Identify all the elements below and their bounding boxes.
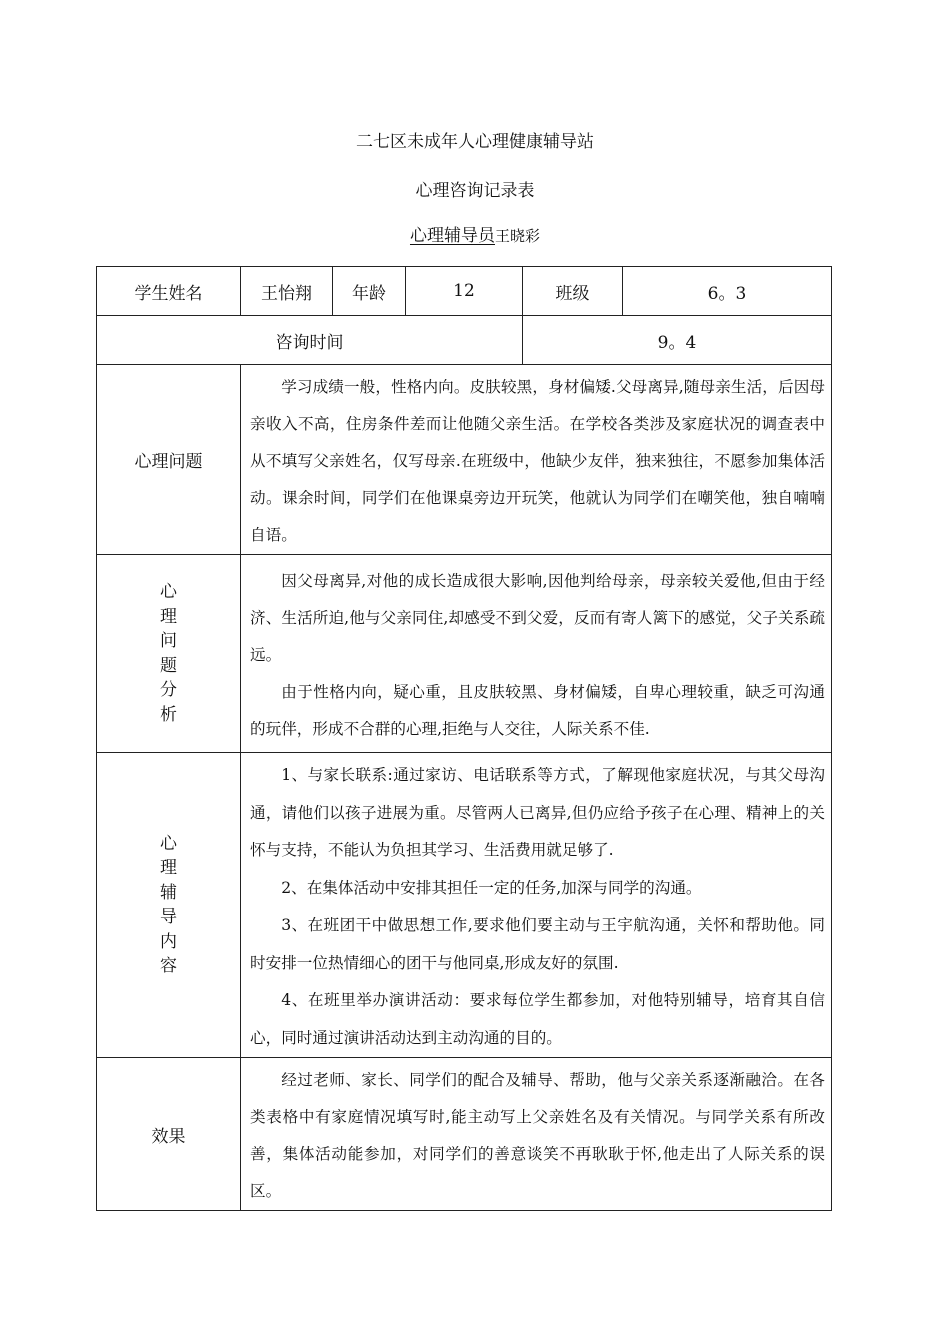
effect-paragraph: 经过老师、家长、同学们的配合及辅导、帮助，他与父亲关系逐渐融洽。在各类表格中有家庭情况填写时,能主动写上父亲姓名及有关情况。与同学关系有所改善，集体活动能参加，对同学们的善意谈笑不再耿耿于怀,他走出了人际关系的误区。 [250, 1071, 825, 1200]
plan-label [97, 753, 241, 1058]
analysis-label-char: 析 [160, 704, 177, 725]
plan-paragraph: 1、与家长联系:通过家访、电话联系等方式，了解现他家庭状况，与其父母沟通，请他们以孩子进展为重。尽管两人已离异,但仍应给予孩子在心理、精神上的关怀与支持，不能认为负担其学习、生活费用就足够了. [250, 766, 825, 859]
analysis-row [97, 555, 832, 753]
student-info-row [97, 267, 832, 316]
age-value: 12 [406, 267, 523, 316]
counselor-line [0, 221, 950, 246]
analysis-label-char: 理 [160, 606, 177, 627]
analysis-label-char: 问 [160, 631, 177, 651]
plan-paragraph: 3、在班团干中做思想工作,要求他们要主动与王宇航沟通，关怀和帮助他。同时安排一位热情细心的团干与他同桌,形成友好的氛围. [250, 916, 825, 972]
counselor-label: 心理辅导员 [409, 226, 495, 246]
effect-content [241, 1058, 832, 1211]
class-label: 班级 [523, 267, 623, 316]
plan-paragraph: 4、在班里举办演讲活动：要求每位学生都参加，对他特别辅导，培育其自信心，同时通过演讲活动达到主动沟通的目的。 [250, 991, 825, 1047]
consultation-record-table [96, 266, 832, 1211]
analysis-content [241, 555, 832, 753]
counselor-name: 王晓彩 [494, 227, 540, 245]
effect-row [97, 1058, 832, 1211]
analysis-paragraph: 因父母离异,对他的成长造成很大影响,因他判给母亲，母亲较关爱他,但由于经济、生活所迫,他与父亲同住,却感受不到父爱，反而有寄人篱下的感觉，父子关系疏远。 [250, 572, 825, 664]
consultation-time-value: 9。4 [523, 316, 832, 365]
plan-label-char: 辅 [160, 882, 177, 903]
org-title: 二七区未成年人心理健康辅导站 [356, 132, 594, 152]
analysis-label-char: 心 [160, 582, 177, 602]
class-value: 6。3 [623, 267, 832, 316]
plan-paragraph: 2、在集体活动中安排其担任一定的任务,加深与同学的沟通。 [281, 878, 702, 897]
plan-label-char: 导 [160, 907, 177, 927]
student-name-label: 学生姓名 [97, 267, 241, 316]
issue-row [97, 365, 832, 555]
form-title: 心理咨询记录表 [415, 181, 535, 201]
student-name-value: 王怡翔 [241, 267, 333, 316]
analysis-paragraph: 由于性格内向，疑心重，且皮肤较黑、身材偏矮，自卑心理较重，缺乏可沟通的玩伴，形成不合群的心理,拒绝与人交往，人际关系不佳. [250, 683, 825, 738]
analysis-label-char: 题 [160, 655, 177, 676]
issue-content [241, 365, 832, 555]
plan-label-char: 理 [160, 858, 177, 878]
analysis-label [97, 555, 241, 753]
consultation-time-label: 咨询时间 [97, 316, 523, 365]
plan-content [241, 753, 832, 1058]
issue-label: 心理问题 [97, 365, 241, 555]
analysis-label-char: 分 [160, 680, 177, 700]
consultation-time-row [97, 316, 832, 365]
effect-label: 效果 [97, 1058, 241, 1211]
issue-paragraph: 学习成绩一般，性格内向。皮肤较黑，身材偏矮.父母离异,随母亲生活，后因母亲收入不高，住房条件差而让他随父亲生活。在学校各类涉及家庭状况的调查表中从不填写父亲姓名，仅写母亲.在班级中，他缺少友伴，独来独往，不愿参加集体活动。课余时间，同学们在他课桌旁边开玩笑，他就认为同学们在嘲笑他，独自喃喃自语。 [250, 378, 825, 544]
plan-row [97, 753, 832, 1058]
age-label: 年龄 [333, 267, 406, 316]
plan-label-char: 心 [160, 833, 177, 854]
plan-label-char: 容 [160, 956, 177, 976]
plan-label-char: 内 [160, 931, 177, 952]
